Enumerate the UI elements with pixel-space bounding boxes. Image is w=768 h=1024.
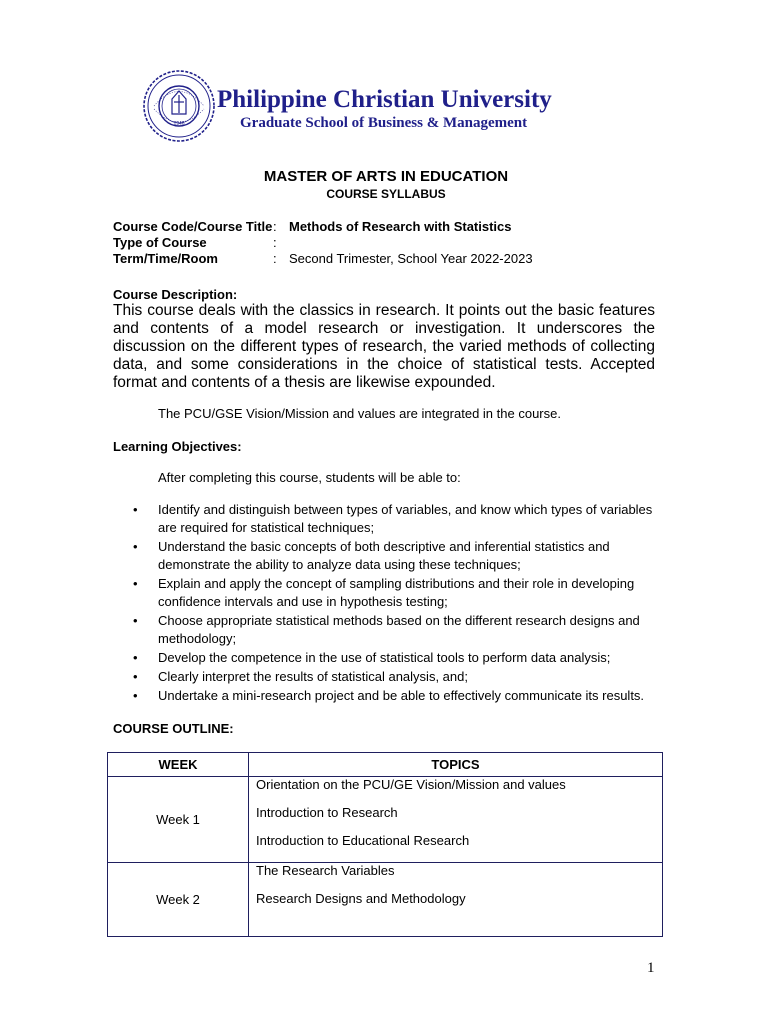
objective-item	[113, 649, 673, 667]
objective-item	[113, 612, 673, 648]
table-row	[108, 863, 663, 937]
week-cell: Week 2	[108, 863, 249, 937]
topic-item: Introduction to Educational Research	[256, 833, 470, 848]
course-description-text: This course deals with the classics in research. It points out the basic features and contents of a model research or investigation. It underscores the discussion on the different types of research, the varied methods of collecting data, and some considerations in the choice of statistical tests. Accepted format and contents of a thesis are likewise expounded.	[113, 302, 655, 391]
vision-mission-note: The PCU/GSE Vision/Mission and values are integrated in the course.	[158, 406, 561, 421]
objective-text: Develop the competence in the use of statistical tools to perform data analysis;	[158, 650, 611, 665]
objective-item	[113, 501, 673, 537]
objective-item	[113, 687, 673, 705]
objective-item	[113, 538, 673, 574]
info-colon: :	[273, 235, 277, 250]
bullet: •	[133, 539, 138, 554]
topic-item: The Research Variables	[256, 863, 395, 878]
table-row	[108, 777, 663, 863]
bullet: •	[133, 650, 138, 665]
seal-year: 1946	[173, 121, 185, 127]
bullet: •	[133, 613, 138, 628]
course-description-heading: Course Description:	[113, 287, 238, 302]
school-name: Graduate School of Business & Management	[240, 115, 528, 131]
objective-text: Clearly interpret the results of statistical analysis, and;	[158, 669, 468, 684]
info-value: Methods of Research with Statistics	[289, 219, 512, 234]
program-title: MASTER OF ARTS IN EDUCATION	[263, 168, 509, 185]
objective-text: Explain and apply the concept of sampling distributions and their role in developing confidence intervals and use in hypothesis testing;	[158, 576, 635, 609]
info-label: Course Code/Course Title	[113, 219, 273, 234]
column-header-topics: TOPICS	[249, 753, 663, 777]
objective-item	[113, 668, 673, 686]
info-label: Type of Course	[113, 235, 207, 250]
course-outline-heading: COURSE OUTLINE:	[113, 721, 234, 736]
objective-text: Undertake a mini-research project and be able to effectively communicate its results.	[158, 688, 645, 703]
week-cell: Week 1	[108, 777, 249, 863]
info-label: Term/Time/Room	[113, 251, 218, 266]
topics-cell	[249, 777, 663, 863]
objectives-list	[113, 501, 673, 706]
bullet: •	[133, 669, 138, 684]
topic-item: Orientation on the PCU/GE Vision/Mission and values	[256, 777, 566, 792]
page-number: 1	[647, 960, 655, 976]
topics-cell	[249, 863, 663, 937]
learning-objectives-heading: Learning Objectives:	[113, 439, 242, 454]
course-outline-table	[107, 752, 663, 937]
objective-text: Identify and distinguish between types of variables, and know which types of variables are required for statistical techniques;	[158, 502, 653, 535]
objective-item	[113, 575, 673, 611]
info-colon: :	[273, 219, 277, 234]
topic-item: Introduction to Research	[256, 805, 398, 820]
column-header-week: WEEK	[108, 753, 249, 777]
document-title: COURSE SYLLABUS	[326, 187, 446, 201]
info-value: Second Trimester, School Year 2022-2023	[289, 251, 533, 266]
bullet: •	[133, 502, 138, 517]
bullet: •	[133, 576, 138, 591]
university-name: Philippine Christian University	[217, 86, 552, 113]
table-header-row	[108, 753, 663, 777]
objective-text: Choose appropriate statistical methods based on the different research designs and methodology;	[158, 613, 640, 646]
topic-item: Research Designs and Methodology	[256, 891, 466, 906]
university-seal-logo	[142, 69, 216, 143]
objectives-intro: After completing this course, students will be able to:	[158, 470, 461, 485]
bullet: •	[133, 688, 138, 703]
objective-text: Understand the basic concepts of both descriptive and inferential statistics and demonstrate the ability to analyze data using these techniques;	[158, 539, 610, 572]
info-colon: :	[273, 251, 277, 266]
